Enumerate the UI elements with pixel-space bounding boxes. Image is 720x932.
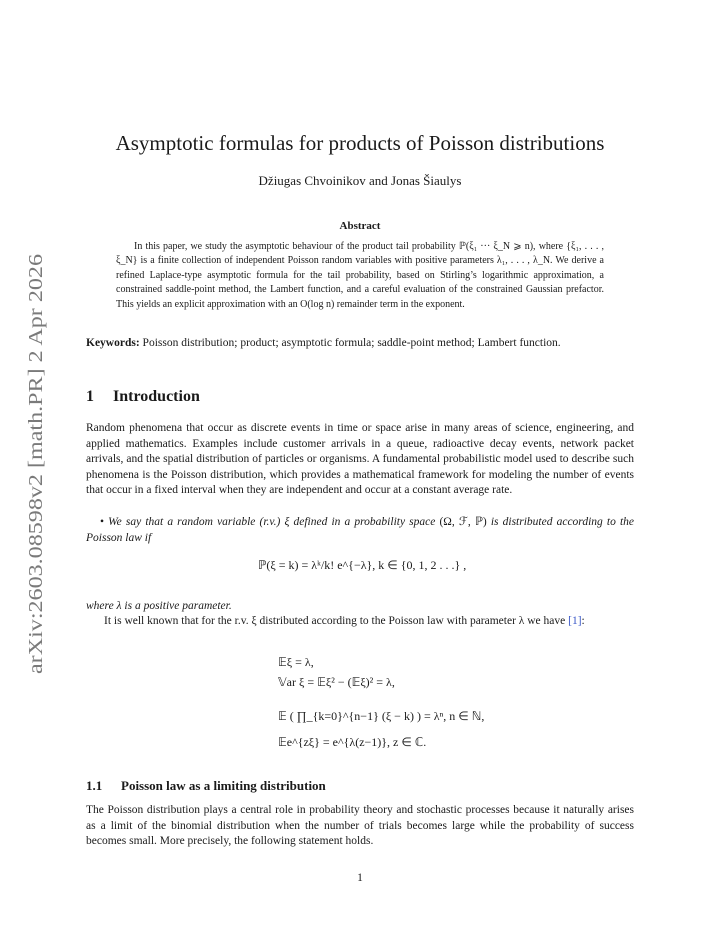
moments-paragraph xyxy=(86,614,634,630)
definition-paragraph xyxy=(86,515,634,546)
moment-generating: 𝔼e^{zξ} = e^{λ(z−1)}, z ∈ ℂ. xyxy=(278,735,427,749)
poisson-eq-text: ℙ(ξ = k) = λᵏ/k! e^{−λ}, k ∈ {0, 1, 2 . . .} , xyxy=(258,558,467,572)
parameter-note: where λ is a positive parameter. xyxy=(86,600,232,612)
keywords xyxy=(86,336,634,352)
abstract-heading: Abstract xyxy=(339,220,381,232)
subsection-heading xyxy=(86,778,326,794)
probability-space: (Ω, ℱ, ℙ) xyxy=(439,516,487,528)
intro-paragraph: Random phenomena that occur as discrete events in time or space arise in many areas of science, engineering, and applied mathematics. Examples include customer arrivals in a queue, radioactive decay events, network packet arrivals, and the spatial distribution of particles or organisms. A fundamental probabilistic model used to describe such phenomena is the Poisson distribution, which provides a mathematical framework for modeling the number of events that occur in a fixed interval when they are independent and occur at a constant average rate. xyxy=(86,422,634,497)
moments-colon: : xyxy=(581,615,585,627)
paper-title: Asymptotic formulas for products of Poisson distributions xyxy=(115,131,605,155)
citation-link[interactable]: [1] xyxy=(568,615,582,627)
keywords-text: Poisson distribution; product; asymptotic formula; saddle-point method; Lambert function. xyxy=(142,337,561,349)
definition-text: We say that a random variable (r.v.) ξ defined in a probability space xyxy=(108,516,436,528)
subsection-paragraph: The Poisson distribution plays a central role in probability theory and stochastic processes because it naturally arises as a limit of the binomial distribution when the number of trials becomes large while the probability of success becomes small. More precisely, the following statement holds. xyxy=(86,804,634,848)
definition-tail: is distributed according to the Poisson law if xyxy=(86,516,634,544)
moments-equations xyxy=(278,655,484,755)
bullet: • xyxy=(100,516,105,528)
keywords-label: Keywords: xyxy=(86,337,140,349)
arxiv-identifier-text: arXiv:2603.08598v2 [math.PR] 2 Apr 2026 xyxy=(25,316,47,674)
moment-factorial: 𝔼 ( ∏_{k=0}^{n−1} (ξ − k) ) = λⁿ, n ∈ ℕ, xyxy=(278,709,485,723)
subsection-title: Poisson law as a limiting distribution xyxy=(121,778,326,793)
section-heading-introduction xyxy=(86,388,200,406)
section-number: 1 xyxy=(86,388,94,405)
arxiv-identifier-stamp xyxy=(20,254,50,674)
moment-mean: 𝔼ξ = λ, xyxy=(278,655,314,669)
poisson-pmf-equation xyxy=(258,558,466,573)
paper-authors: Džiugas Chvoinikov and Jonas Šiaulys xyxy=(258,173,462,188)
section-title: Introduction xyxy=(113,388,200,405)
moment-variance: 𝕍ar ξ = 𝔼ξ² − (𝔼ξ)² = λ, xyxy=(278,675,395,689)
subsection-number: 1.1 xyxy=(86,778,103,793)
page-number: 1 xyxy=(357,872,363,884)
abstract-text: In this paper, we study the asymptotic behaviour of the product tail probability ℙ(ξ₁ ··· ξ_N ⩾ n), where {ξ₁, . . . , ξ_N} is a finite collection of independent Poisson random variables with positive parameters λ₁, . . . , λ_N. We derive a refined Laplace-type asymptotic formula for the tail probability, based on Stirling’s logarithmic approximation, a constrained saddle-point method, the Lambert function, and a careful evaluation of the constrained Gaussian prefactor. This yields an explicit approximation with an O(log n) remainder term in the exponent. xyxy=(116,241,604,310)
moments-intro: It is well known that for the r.v. ξ distributed according to the Poisson law with parameter λ we have xyxy=(104,615,566,627)
